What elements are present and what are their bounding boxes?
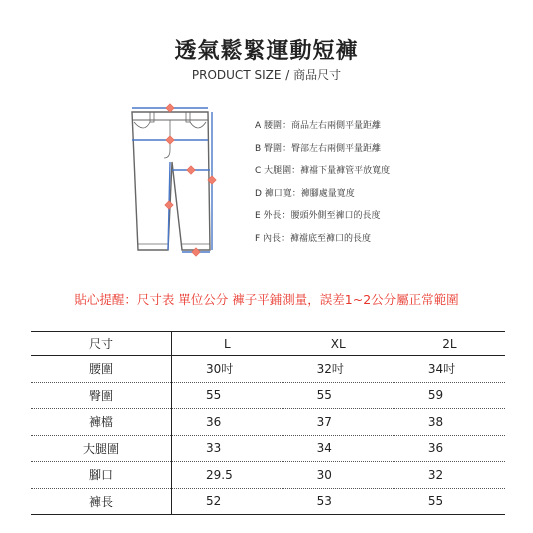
measurement-legend: [255, 119, 465, 254]
table-cell: 37: [283, 409, 394, 436]
legend-item-f: F 內長：褲襠底至褲口的長度: [255, 233, 372, 244]
table-row: [31, 356, 505, 383]
legend-item-e: E 外長：腰頭外側至褲口的長度: [255, 211, 381, 221]
table-cell: 59: [394, 382, 505, 409]
marker-diamond: [187, 166, 195, 174]
table-cell: 55: [283, 382, 394, 409]
table-cell: 55: [394, 488, 505, 515]
table-cell: 34吋: [394, 356, 505, 383]
table-cell: 30吋: [172, 356, 283, 383]
table-row: [31, 488, 505, 515]
table-cell: 32吋: [283, 356, 394, 383]
marker-diamond: [192, 248, 200, 256]
legend-item-c: C 大腿圍：褲襠下量褲管平放寬度: [255, 166, 391, 176]
table-row: [31, 462, 505, 489]
size-table: [31, 331, 505, 515]
table-cell: 52: [172, 488, 283, 515]
table-cell: 36: [172, 409, 283, 436]
table-row: [31, 409, 505, 436]
measurement-notice: 貼心提醒：尺寸表 單位公分 褲子平鋪測量，誤差1~2公分屬正常範圍: [74, 292, 459, 307]
row-label: 臀圍: [31, 382, 172, 409]
row-label: 大腿圍: [31, 435, 172, 462]
table-header-cell: 尺寸: [31, 332, 172, 356]
row-label: 褲長: [31, 488, 172, 515]
table-cell: 36: [394, 435, 505, 462]
table-cell: 33: [172, 435, 283, 462]
table-cell: 38: [394, 409, 505, 436]
table-cell: 29.5: [172, 462, 283, 489]
legend-item-d: D 褲口寬：褲腳處量寬度: [255, 188, 355, 199]
table-cell: 55: [172, 382, 283, 409]
page-subtitle: PRODUCT SIZE / 商品尺寸: [191, 68, 342, 82]
marker-diamond: [166, 136, 174, 144]
marker-diamond: [165, 201, 173, 209]
page-title: 透氣鬆緊運動短褲: [174, 39, 359, 64]
shorts-outline: [132, 112, 210, 250]
table-header-cell: XL: [283, 332, 394, 356]
row-label: 褲檔: [31, 409, 172, 436]
legend-item-a: A 腰圍：商品左右兩側平量距離: [255, 121, 382, 131]
table-row: [31, 435, 505, 462]
shorts-diagram: [120, 100, 230, 270]
table-header-cell: 2L: [394, 332, 505, 356]
row-label: 腳口: [31, 462, 172, 489]
row-label: 腰圍: [31, 356, 172, 383]
pocket-line: [190, 122, 206, 128]
table-header-cell: L: [172, 332, 283, 356]
table-cell: 32: [394, 462, 505, 489]
legend-item-b: B 臀圍：臀部左右兩側平量距離: [255, 143, 382, 154]
table-cell: 53: [283, 488, 394, 515]
table-cell: 30: [283, 462, 394, 489]
table-cell: 34: [283, 435, 394, 462]
table-header-row: [31, 332, 505, 356]
pocket-line: [134, 122, 150, 128]
marker-diamond: [166, 104, 174, 112]
table-row: [31, 382, 505, 409]
